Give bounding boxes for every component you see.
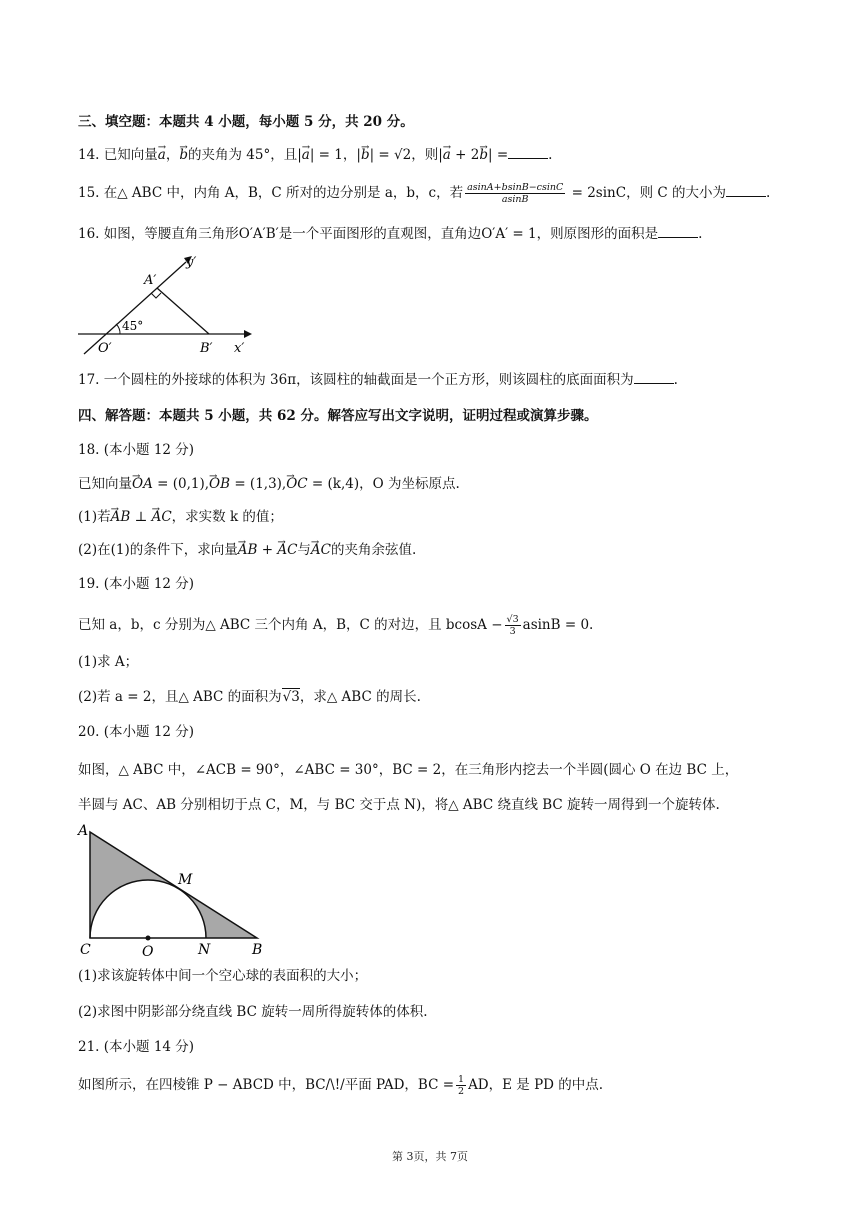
q21-frac-den: 2: [458, 1086, 465, 1097]
q18-part-2: [78, 540, 416, 560]
question-16: [78, 224, 702, 244]
label-y-axis: y′: [186, 255, 197, 270]
q21-text: 如图所示，在四棱锥 P − ABCD 中，BC/\!/平面 PAD，BC =: [78, 1077, 455, 1093]
q19-p2-text-2: ，求△ ABC 的周长.: [299, 689, 421, 705]
vector-ab: → AB: [111, 509, 131, 525]
q14-vector-a-2: → a: [302, 147, 310, 163]
q20-heading: 20. (本小题 12 分): [78, 724, 195, 740]
q14-text-3: | = 1，|: [309, 147, 361, 163]
q14-answer-blank[interactable]: [508, 146, 548, 159]
vector-ac: → AC: [152, 509, 172, 525]
q18-part-1: [78, 507, 283, 527]
q18-p1-text-2: ，求实数 k 的值；: [171, 509, 283, 525]
vector-oc: → OC: [286, 476, 307, 492]
q20-part-2: (2)求图中阴影部分绕直线 BC 旋转一周所得旋转体的体积.: [78, 1004, 428, 1020]
q14-vector-b-2: → b: [361, 147, 370, 163]
q18-p2-and: 与: [297, 542, 311, 558]
question-17: [78, 370, 678, 390]
q20-part-1: (1)求该旋转体中间一个空心球的表面积的大小；: [78, 968, 368, 984]
q14-text-4: | = √2，则|: [369, 147, 443, 163]
q18-p2-text: (2)在(1)的条件下，求向量: [78, 542, 238, 558]
q21-given: [78, 1074, 603, 1097]
q21-fraction: [456, 1074, 466, 1097]
q18-heading: 18. (本小题 12 分): [78, 442, 195, 458]
q21-heading: 21. (本小题 14 分): [78, 1039, 195, 1055]
q19-p2-sqrt: √3: [282, 689, 300, 705]
label-n: N: [198, 942, 211, 958]
q19-part-2: [78, 687, 421, 707]
q15-answer-blank[interactable]: [726, 184, 766, 197]
q14-vector-a: → a: [158, 147, 166, 163]
q19-given: [78, 614, 593, 637]
q18-p1-perp: ⊥: [130, 509, 152, 525]
label-b-prime: B′: [200, 341, 213, 356]
question-15: [78, 182, 770, 205]
q19-fraction: [505, 614, 521, 637]
q15-end: .: [765, 185, 771, 201]
vector-ob: → OB: [209, 476, 230, 492]
q15-frac-den: asinB: [501, 194, 529, 205]
section-3-heading: 三、填空题：本题共 4 小题，每小题 5 分，共 20 分。: [78, 114, 414, 130]
q20-figure: [74, 820, 274, 960]
q14-text-2: 的夹角为 45°，且|: [188, 147, 302, 163]
q17-text: 17. 一个圆柱的外接球的体积为 36π，该圆柱的轴截面是一个正方形，则该圆柱的底面面积为: [78, 372, 634, 388]
label-a-prime: A′: [144, 273, 157, 288]
q16-text: 16. 如图，等腰直角三角形O′A′B′是一个平面图形的直观图，直角边O′A′ = 1，则原图形的面积是: [78, 226, 659, 242]
q18-text: 已知向量: [78, 476, 132, 492]
q19-frac-num: √3: [506, 614, 519, 625]
label-b: B: [252, 942, 263, 958]
q21-frac-num: 1: [458, 1074, 465, 1085]
question-14: [78, 145, 552, 165]
q15-fraction: [465, 182, 565, 205]
q18-p1-text: (1)若: [78, 509, 111, 525]
q14-vector-b: → b: [179, 147, 188, 163]
label-c: C: [80, 942, 91, 958]
angle-arc: [116, 324, 120, 334]
right-angle-mark: [151, 293, 161, 298]
q19-heading: 19. (本小题 12 分): [78, 576, 195, 592]
label-x-axis: x′: [234, 341, 245, 356]
q21-text-2: AD，E 是 PD 的中点.: [468, 1077, 604, 1093]
q20-line-2: 半圆与 AC、AB 分别相切于点 C，M，与 BC 交于点 N)，将△ ABC 绕直线 BC 旋转一周得到一个旋转体.: [78, 797, 720, 813]
label-a: A: [78, 823, 89, 839]
label-angle: 45°: [122, 319, 144, 333]
q16-figure: [76, 250, 256, 360]
center-point-o: [146, 936, 151, 941]
q15-text-2: = 2sinC，则 C 的大小为: [567, 185, 726, 201]
q17-end: .: [673, 372, 678, 388]
q14-text-5: + 2: [450, 147, 480, 163]
q19-frac-den: 3: [509, 626, 516, 637]
q18-p2-text-2: 的夹角余弦值.: [331, 542, 417, 558]
label-m: M: [178, 872, 193, 888]
page-footer: 第 3页，共 7页: [392, 1150, 468, 1163]
q20-line-1: 如图，△ ABC 中，∠ACB = 90°，∠ABC = 30°，BC = 2，在三角形内挖去一个半圆(圆心 O 在边 BC 上，: [78, 762, 739, 778]
section-4-heading: 四、解答题：本题共 5 小题，共 62 分。解答应写出文字说明，证明过程或演算步骤。: [78, 408, 598, 424]
q14-vector-b-3: → b: [479, 147, 488, 163]
q18-p2-plus: +: [257, 542, 278, 558]
q14-text: 已知向量: [103, 147, 158, 163]
q15-frac-num: asinA+bsinB−csinC: [467, 182, 564, 193]
q16-answer-blank[interactable]: [658, 225, 698, 238]
x-axis-arrow-icon: [244, 330, 252, 338]
vector-ac-3: → AC: [311, 542, 331, 558]
q19-text: 已知 a，b，c 分别为△ ABC 三个内角 A，B，C 的对边，且 bcosA −: [78, 617, 503, 633]
q18-text-4: = (k,4)，O 为坐标原点.: [307, 476, 460, 492]
vector-ab-2: → AB: [238, 542, 258, 558]
q14-text-6: | =: [487, 147, 509, 163]
q19-text-2: asinB = 0.: [522, 617, 594, 633]
vector-oa: → OA: [132, 476, 153, 492]
label-o-prime: O′: [98, 341, 112, 356]
q16-end: .: [698, 226, 703, 242]
q14-end: .: [548, 147, 553, 163]
vector-ac-2: → AC: [277, 542, 297, 558]
q14-number: 14.: [78, 147, 100, 163]
q18-text-2: = (0,1),: [152, 476, 210, 492]
q18-text-3: = (1,3),: [230, 476, 287, 492]
q14-vector-a-3: → a: [443, 147, 451, 163]
q15-text: 15. 在△ ABC 中，内角 A，B，C 所对的边分别是 a，b，c，若: [78, 185, 464, 201]
q17-answer-blank[interactable]: [634, 371, 674, 384]
q19-part-1: (1)求 A；: [78, 654, 139, 670]
label-o: O: [142, 944, 154, 960]
q19-p2-text: (2)若 a = 2，且△ ABC 的面积为: [78, 689, 282, 705]
q14-comma: ，: [165, 147, 180, 163]
segment-ab: [157, 288, 209, 334]
q18-given: [78, 474, 460, 494]
